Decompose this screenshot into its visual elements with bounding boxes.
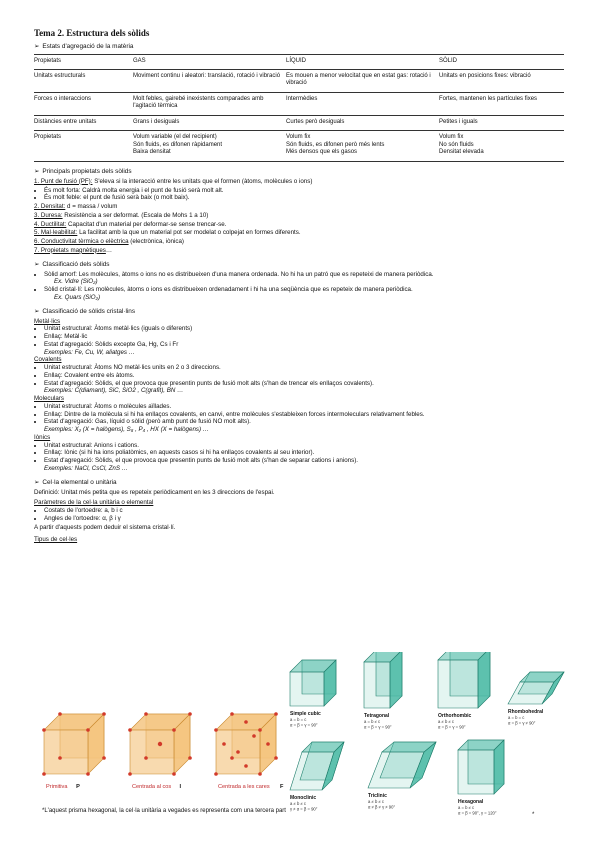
table-cell: Molt febles, gairebé inexistents comparades amb l'agitació tèrmica (133, 92, 286, 115)
atom-dot (128, 772, 132, 776)
crystal-system-name: Orthorhombic (438, 713, 472, 719)
list-item: • Enllaç: Iònic (si hi ha ions poliatòmics, en aquests casos si hi ha enllaços covalents al seu interior). (44, 449, 570, 457)
unit-cell-definition: Definició: Unitat més petita que es repeteix periòdicament en les 3 direccions de l'espai. (34, 488, 275, 496)
example-text: Ex. Quars (SiO₂) (54, 293, 101, 301)
table-cell: Intermèdies (286, 92, 439, 115)
crystal-system-name: Hexagonal (458, 799, 484, 805)
document-page (34, 28, 570, 544)
section-states (34, 43, 570, 51)
table-cell: Es mouen a menor velocitat que en estat gas: rotació i vibració (286, 69, 439, 92)
cell-type-label: Centrada al cos (132, 784, 172, 790)
property-name: 7. Propietats magnètiques (34, 246, 106, 254)
crystal-system-sides: a = b ≠ c (364, 719, 381, 724)
list-item: • Enllaç: Covalent entre els àtoms. (44, 372, 570, 380)
list-item (44, 286, 570, 302)
atom-dot (172, 728, 176, 732)
atom-dot (230, 712, 234, 716)
atom-dot (274, 756, 278, 760)
list-item (44, 271, 570, 287)
atom-dot (42, 772, 46, 776)
property-item (34, 221, 570, 229)
table-cell: Grans i desiguals (133, 115, 286, 131)
atom-dot (236, 750, 240, 754)
atom-dot (252, 734, 256, 738)
group-list (34, 325, 570, 348)
arrow-icon: ➢ (34, 43, 40, 51)
table-cell: Petites i iguals (439, 115, 564, 131)
crystal-system-angles: α = β = γ = 90° (290, 722, 318, 728)
group-title: Iònics (34, 433, 51, 441)
list-item: • Estat d'agregació: Gas, líquid o sòlid (però amb punt de fusió NO molt alts). (44, 418, 570, 426)
page-title: Tema 2. Estructura dels sòlids (34, 28, 150, 38)
table-header: SÒLID (439, 55, 564, 70)
example-text: Ex. Vidre (SiO₂) (54, 278, 98, 286)
section-crystalline-heading: Classificació de sòlids cristal·lins (42, 307, 136, 315)
crystal-system-sides: a = b = c (290, 717, 307, 722)
crystal-systems-svg (282, 652, 572, 828)
cell-type-label: Centrada a les cares (218, 784, 270, 790)
section-properties-heading: Principals propietats dels sòlids (42, 167, 132, 175)
crystal-system (508, 672, 564, 726)
table-cell: Volum fix No són fluids Densitat elevada (439, 131, 564, 162)
cell-types-svg (36, 706, 286, 796)
cell-type-letter: P (76, 784, 80, 790)
list-item: • Angles de l'ortoedre: α, β i γ (44, 515, 570, 523)
types-title: Tipus de cel·les (34, 536, 78, 544)
classification-list (34, 271, 570, 302)
crystal-system-sides: a ≠ b ≠ c (290, 801, 307, 806)
arrow-icon: ➢ (34, 260, 40, 268)
crystal-system-name: Triclinic (368, 793, 387, 799)
states-table (34, 54, 564, 162)
atom-dot (244, 720, 248, 724)
list-item: • Unitat estructural: Àtoms o molècules aïllades. (44, 403, 570, 411)
crystal-system (438, 652, 490, 730)
atom-dot (266, 742, 270, 746)
list-item: • És molt forta: Caldrà molta energia i el punt de fusió serà molt alt. (44, 187, 570, 195)
crystal-system (290, 660, 336, 728)
arrow-icon: ➢ (34, 167, 40, 175)
atom-dot (86, 772, 90, 776)
unit-cell-cube (128, 712, 192, 790)
atom-dot (42, 728, 46, 732)
table-row (34, 131, 564, 162)
cell-types-figure (36, 706, 286, 796)
property-item (34, 229, 570, 237)
property-text: Resistència a ser deformat. (Escala de Mohs 1 a 10) (62, 211, 209, 219)
property-name: 6. Conductivitat tèrmica o elèctrica (34, 238, 129, 245)
crystal-system-angles: γ ≠ α = β = 90° (290, 806, 318, 812)
example-text: Exemples: C(diamant), SiC, SiO2 , C(grafit), BN … (44, 387, 184, 395)
params-title: Paràmetres de la cel·la unitària o elemental (34, 499, 154, 507)
table-cell: Forces o interaccions (34, 92, 133, 115)
section-states-heading: Estats d'agregació de la matèria (42, 43, 134, 51)
table-row (34, 69, 564, 92)
property-name: 4. Ductilitat: (34, 220, 67, 228)
params-list (34, 507, 570, 523)
crystal-system-name: Monoclinic (290, 795, 317, 801)
group-list (34, 364, 570, 387)
crystal-system-sides: a = b = c (508, 715, 525, 720)
atom-dot (172, 772, 176, 776)
atom-dot (188, 712, 192, 716)
list-item-text: Sòlid amorf: Les molècules, àtoms o ions no es distribueixen d'una manera ordenada. No hi ha un patró que es repeteixi de manera periòdica. (44, 270, 434, 278)
crystal-system-sides: a ≠ b ≠ c (368, 799, 385, 804)
cell-type-letter: I (179, 784, 182, 790)
table-cell: Moviment continu i aleatori: translació, rotació i vibració (133, 69, 286, 92)
property-item (34, 212, 570, 220)
crystal-system-sides: a ≠ b ≠ c (438, 719, 455, 724)
arrow-icon: ➢ (34, 307, 40, 315)
list-item: • Unitat estructural: Anions i cations. (44, 442, 570, 450)
atom-dot (102, 712, 106, 716)
table-row (34, 92, 564, 115)
atom-dot (102, 756, 106, 760)
property-item (34, 178, 570, 186)
crystal-system (290, 742, 344, 812)
list-item: • Enllaç: Dintre de la molècula si hi ha enllaços covalents, en canvi, entre molècules s'estableixen forces intermoleculars relativament febles. (44, 411, 570, 419)
atom-dot (214, 728, 218, 732)
property-item (34, 238, 570, 246)
table-cell: Distàncies entre unitats (34, 115, 133, 131)
table-cell: Curtes però desiguals (286, 115, 439, 131)
group-title: Covalents (34, 356, 62, 364)
arrow-icon: ➢ (34, 478, 40, 486)
atom-dot (222, 742, 226, 746)
atom-dot (214, 772, 218, 776)
crystal-system (458, 740, 504, 816)
list-item: • Costats de l'ortoedre: a, b i c (44, 507, 570, 515)
list-item: • Enllaç: Metàl·lic (44, 333, 570, 341)
table-cell: Unitats en posicions fixes: vibració (439, 69, 564, 92)
list-item: • És molt feble: el punt de fusió serà baix (o molt baix). (44, 194, 570, 202)
crystal-system-angles: α = β = γ ≠ 90° (508, 720, 536, 726)
atom-dot (144, 712, 148, 716)
unit-cell-cube (214, 712, 284, 790)
property-name: 2. Densitat: (34, 203, 66, 210)
group-title: Moleculars (34, 395, 64, 402)
crystal-system-angles: α = β = 90°, γ = 120° (458, 810, 497, 816)
table-cell: Fortes, mantenen les partícules fixes (439, 92, 564, 115)
crystal-system-angles: α = β = γ = 90° (364, 724, 392, 730)
pf-list (34, 187, 570, 203)
crystal-system-name: Simple cubic (290, 711, 321, 717)
group-title: Metàl·lics (34, 317, 61, 325)
crystal-system-angles: α = β = γ = 90° (438, 724, 466, 730)
property-text: La facilitat amb la que un material pot ser modelat o colpejat en formes diferents. (77, 229, 301, 237)
crystal-system-name: Rhombohedral (508, 709, 544, 715)
atom-dot (58, 756, 62, 760)
property-text: S'eleva si la interacció entre les unitats que el formen (àtoms, molècules o ions) (92, 177, 313, 185)
section-unit-cell-heading: Cel·la elemental o unitària (42, 478, 117, 486)
group-list (34, 442, 570, 465)
section-classification-heading: Classificació dels sòlids (42, 260, 110, 268)
atom-dot (258, 728, 262, 732)
table-cell: Volum fix Són fluids, es difonen però més lents Més densos que els gasos (286, 131, 439, 162)
section-unit-cell (34, 479, 570, 487)
list-item: • Estat d'agregació: Sòlids, el que provoca que presentin punts de fusió molt alts (s'han de trencar els enllaços covalents). (44, 380, 570, 388)
table-cell: Propietats (34, 131, 133, 162)
crystal-system-sides: a = b ≠ c (458, 805, 475, 810)
unit-cell-cube (42, 712, 106, 790)
property-text: (electrònica, iònica) (128, 238, 184, 245)
list-item: • Estat d'agregació: Sòlids excepte Ga, Hg, Cs i Fr (44, 341, 570, 349)
crystal-systems-figure (282, 652, 572, 828)
table-row (34, 115, 564, 131)
cell-type-letter: F (280, 784, 284, 790)
list-item: • Unitat estructural: Àtoms metàl·lics (iguals o diferents) (44, 325, 570, 333)
example-text: Exemples: NaCl, CsCl, ZnS … (44, 464, 128, 472)
property-text: … (105, 246, 113, 254)
table-header-row (34, 55, 564, 70)
atom-dot (258, 772, 262, 776)
atom-dot (86, 728, 90, 732)
atom-dot (274, 712, 278, 716)
atom-dot (230, 756, 234, 760)
property-item (34, 203, 570, 211)
property-name: 5. Mal·leabilitat: (34, 229, 78, 237)
footnote-star: * (532, 812, 535, 818)
list-item-text: Sòlid cristal·lí: Les molècules, àtoms o ions es distribueixen ordenadament i hi ha una seqüència que es repeteix de manera periòdica. (44, 286, 413, 293)
properties-list (34, 178, 570, 255)
section-properties (34, 168, 570, 176)
property-item (34, 247, 570, 255)
property-text: Capacitat d'un material per deformar-se sense trencar-se. (66, 220, 227, 228)
section-classification (34, 261, 570, 269)
property-name: 1. Punt de fusió (PF): (34, 177, 93, 185)
section-crystalline (34, 308, 570, 316)
table-cell: Volum variable (el del recipient) Són fluids, es difonen ràpidament Baixa densitat (133, 131, 286, 162)
table-header: LÍQUID (286, 55, 439, 70)
footnote: *L'aquest prisma hexagonal, la cel·la unitària a vegades es representa com una tercera part (42, 808, 286, 814)
example-text: Exemples: X₂ (X = halògens), S₈ , P₄ , HX (X = halògens) … (44, 426, 209, 433)
atom-dot (128, 728, 132, 732)
property-text: d = massa / volum (65, 203, 118, 210)
crystal-system-name: Tetragonal (364, 713, 390, 719)
params-after: A partir d'aquests podem deduir el sistema cristal·lí. (34, 523, 176, 531)
crystal-system-angles: α ≠ β ≠ γ ≠ 90° (368, 804, 396, 810)
group-list (34, 403, 570, 426)
atom-dot (188, 756, 192, 760)
crystal-system (364, 652, 402, 730)
list-item: • Unitat estructural: Àtoms NO metàl·lics units en 2 o 3 direccions. (44, 364, 570, 372)
list-item: • Estat d'agregació: Sòlids, el que provoca que presentin punts de fusió molt alts (s'han de separar cations i anions). (44, 457, 570, 465)
atom-dot (158, 742, 162, 746)
example-text: Exemples: Fe, Cu, W, aliatges … (44, 348, 135, 356)
atom-dot (144, 756, 148, 760)
crystalline-groups (34, 318, 570, 473)
table-header: GAS (133, 55, 286, 70)
atom-dot (58, 712, 62, 716)
atom-dot (244, 764, 248, 768)
table-cell: Unitats estructurals (34, 69, 133, 92)
property-name: 3. Duresa: (34, 211, 63, 219)
crystal-system (368, 742, 436, 810)
table-header: Propietats (34, 55, 133, 70)
cell-type-label: Primitiva (46, 784, 68, 790)
